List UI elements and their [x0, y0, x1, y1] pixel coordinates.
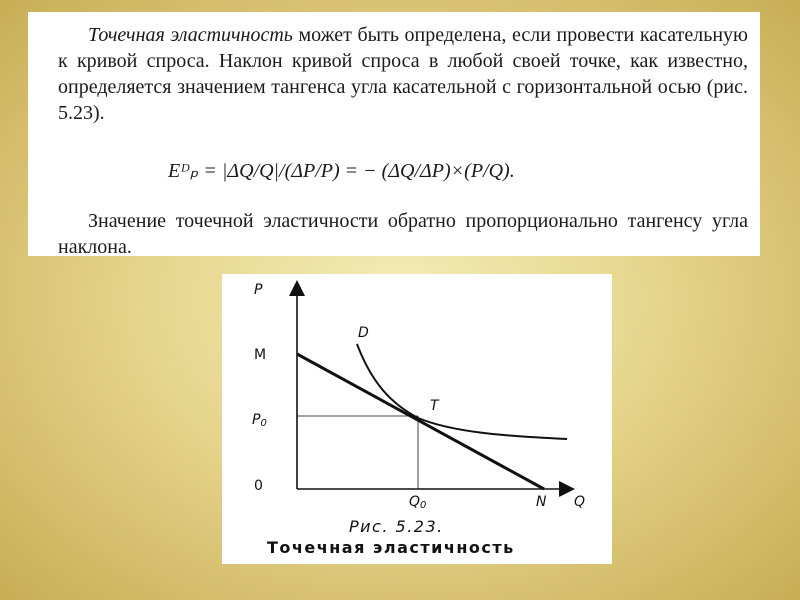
figure-panel: [222, 274, 612, 564]
paragraph-definition-body: может быть определена, если провести касательную к кривой спроса. Наклон кривой спроса в любой своей точке, как известно, определяется значением тангенса угла касательной с горизонтальной осью (рис. 5.23).: [58, 24, 748, 124]
paragraph-definition: [58, 22, 748, 126]
text-panel: [28, 12, 760, 256]
caption-number: Рис. 5.23.: [349, 517, 444, 536]
label-q0: Q0: [409, 494, 427, 511]
caption-title: Точечная эластичность: [267, 538, 515, 557]
label-p0: P0: [252, 412, 267, 429]
tangent-line-mn: [297, 354, 544, 489]
label-n: N: [536, 494, 547, 510]
label-t: T: [430, 398, 439, 414]
paragraph-conclusion: Значение точечной эластичности обратно пропорционально тангенсу угла наклона.: [58, 210, 748, 258]
label-origin: 0: [254, 478, 263, 494]
label-p-axis: P: [254, 282, 263, 298]
label-q-axis: Q: [574, 494, 586, 510]
term-point-elasticity: Точечная эластичность: [88, 24, 293, 46]
elasticity-formula: Eᴰₚ = |ΔQ/Q|/(ΔP/P) = − (ΔQ/ΔP)×(P/Q).: [168, 160, 515, 182]
elasticity-diagram: [222, 274, 612, 564]
demand-curve-d: [357, 344, 567, 439]
label-m: M: [254, 347, 267, 363]
label-d: D: [358, 325, 369, 341]
